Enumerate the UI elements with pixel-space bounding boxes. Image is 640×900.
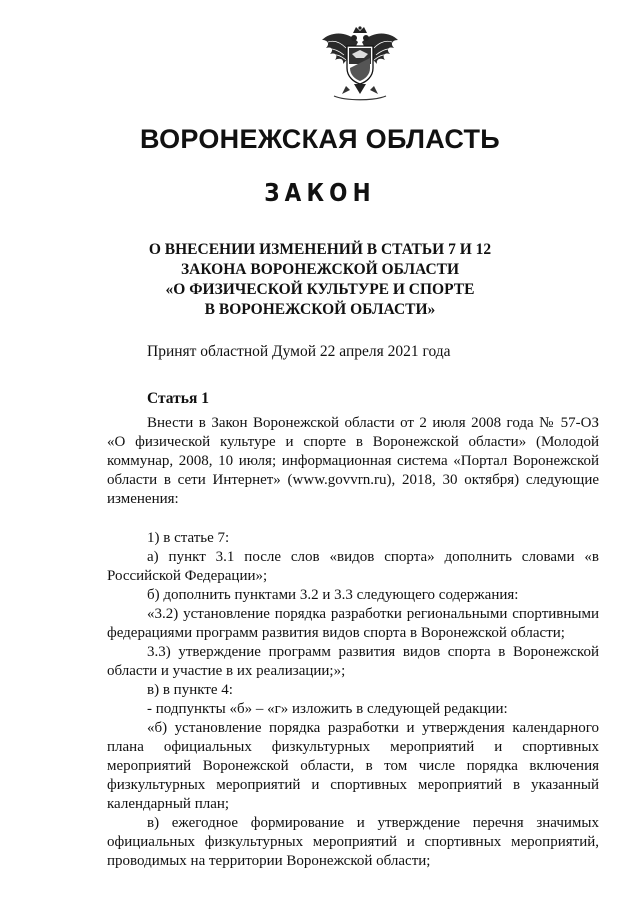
amendment-item: в) в пункте 4: (147, 682, 233, 698)
amendment-item: а) пункт 3.1 после слов «видов спорта» дополнить словами «в Российской Федерации»; (107, 549, 599, 584)
amendment-item: - подпункты «б» – «г» изложить в следующей редакции: (147, 701, 508, 717)
law-title (0, 240, 640, 320)
adoption-note: Принят областной Думой 22 апреля 2021 года (147, 343, 451, 360)
article-body (107, 414, 599, 871)
law-title-line: ЗАКОНА ВОРОНЕЖСКОЙ ОБЛАСТИ (180, 261, 460, 278)
amendment-item: 1) в статье 7: (147, 530, 230, 546)
article-intro: Внести в Закон Воронежской области от 2 июля 2008 года № 57-ОЗ «О физической культуре и спорте в Воронежской области» (Молодой коммунар, 2008, 10 июля; информационная система «Портал Воронежской области в сети Интернет» (www.govvrn.ru), 2018, 30 октября) следующие изменения: (107, 415, 599, 507)
amendment-item: б) дополнить пунктами 3.2 и 3.3 следующего содержания: (147, 587, 519, 603)
law-title-line: В ВОРОНЕЖСКОЙ ОБЛАСТИ» (204, 301, 436, 318)
law-title-line: «О ФИЗИЧЕСКОЙ КУЛЬТУРЕ И СПОРТЕ (165, 281, 475, 298)
coat-of-arms-emblem (316, 24, 404, 102)
amendment-item: «б) установление порядка разработки и утверждения календарного плана официальных физкультурных мероприятий и спортивных мероприятий Воронежской области, в том числе порядка включения физкультурных мероприятий и спортивных мероприятий в указанный календарный план; (107, 720, 599, 812)
document-type: ЗАКОН (264, 178, 376, 207)
amendment-item: «3.2) установление порядка разработки региональными спортивными федерациями программ развития видов спорта в Воронежской области; (107, 606, 599, 641)
region-name: ВОРОНЕЖСКАЯ ОБЛАСТЬ (139, 124, 501, 154)
article-heading: Статья 1 (147, 390, 209, 407)
amendment-item: 3.3) утверждение программ развития видов спорта в Воронежской области и участие в их реализации;»; (107, 644, 599, 679)
law-title-line: О ВНЕСЕНИИ ИЗМЕНЕНИЙ В СТАТЬИ 7 И 12 (148, 241, 492, 258)
amendment-item: в) ежегодное формирование и утверждение перечня значимых официальных физкультурных мероприятий и спортивных мероприятий, проводимых на территории Воронежской области; (107, 815, 599, 869)
